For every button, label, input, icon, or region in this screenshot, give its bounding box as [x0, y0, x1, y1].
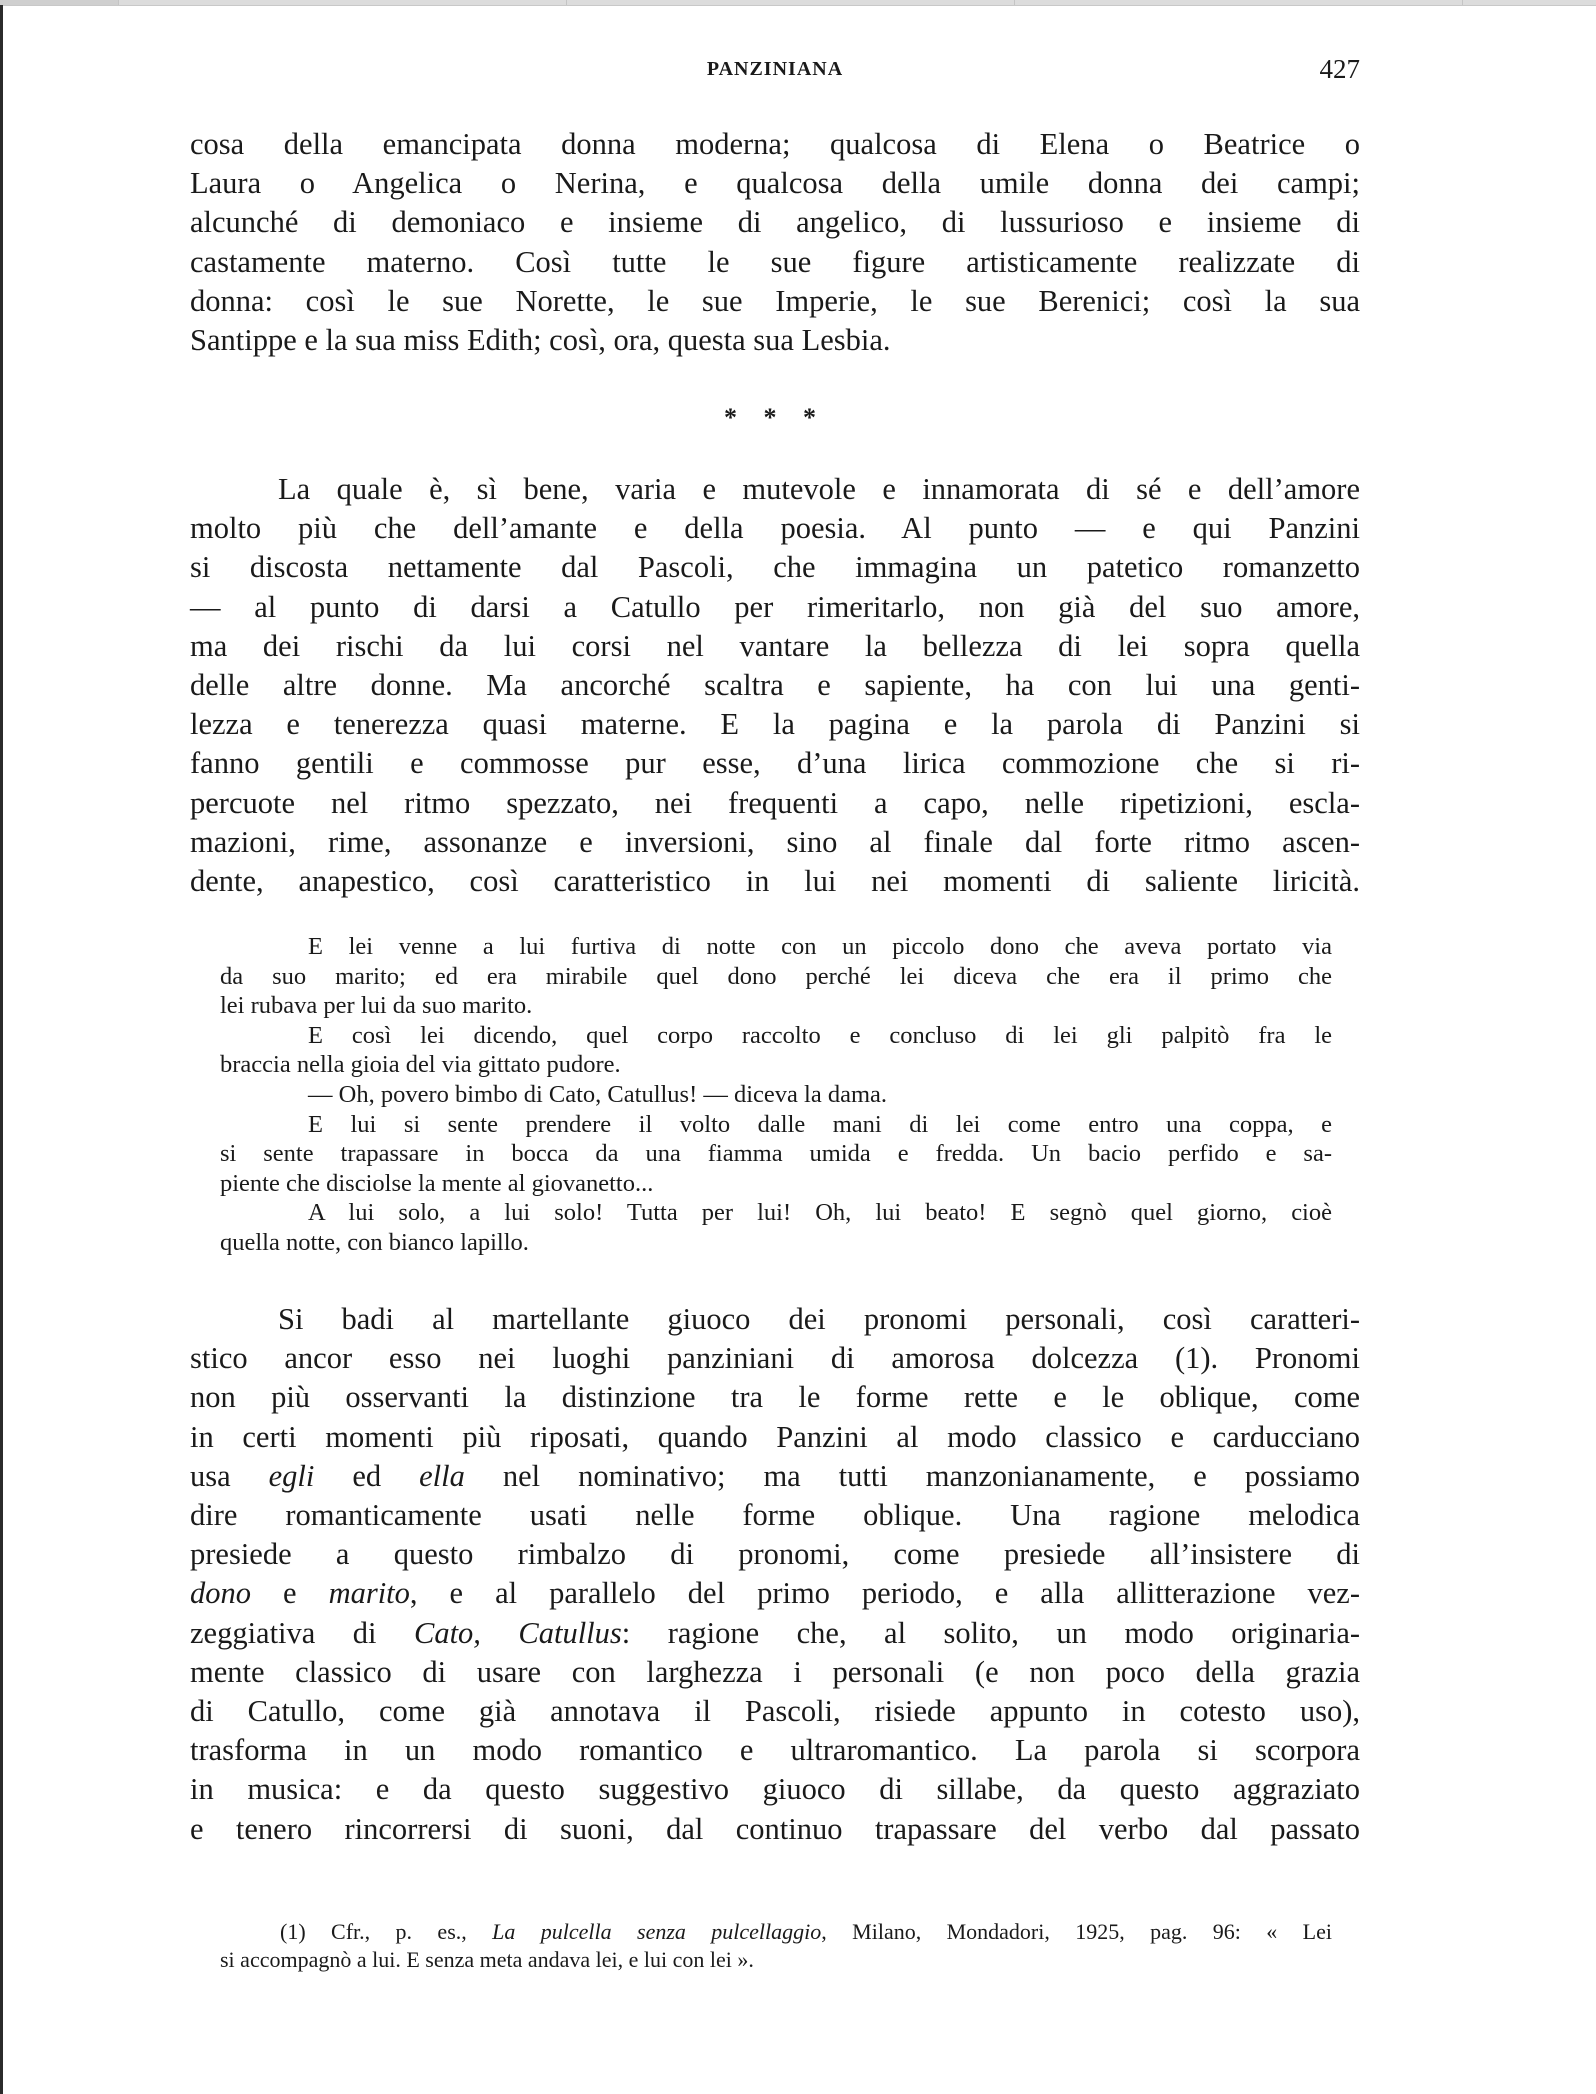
- quote-line: quella notte, con bianco lapillo.: [220, 1228, 529, 1256]
- text-line: stico ancor esso nei luoghi panziniani di amorosa dolcezza (1). Pronomi: [190, 1341, 1360, 1376]
- footnote-line: [220, 1918, 1332, 1946]
- footnote: [220, 1918, 1332, 1974]
- text-line: molto più che dell’amante e della poesia. Al punto — e qui Panzini: [190, 511, 1360, 546]
- text-line: Laura o Angelica o Nerina, e qualcosa della umile donna dei campi;: [190, 166, 1360, 201]
- text-line: delle altre donne. Ma ancorché scaltra e sapiente, ha con lui una genti-: [190, 668, 1360, 703]
- quote-line: si sente trapassare in bocca da una fiamma umida e fredda. Un bacio perfido e sa-: [220, 1140, 1332, 1168]
- text-line: lezza e tenerezza quasi materne. E la pagina e la parola di Panzini si: [190, 707, 1360, 742]
- tab-strip-segment[interactable]: [1015, 0, 1463, 5]
- text-line: [190, 1457, 1360, 1496]
- text-line: cosa della emancipata donna moderna; qualcosa di Elena o Beatrice o: [190, 127, 1360, 161]
- italic-term: egli: [268, 1458, 315, 1493]
- quote-line: da suo marito; ed era mirabile quel dono perché lei diceva che era il primo che: [220, 962, 1332, 990]
- text-run: usa: [190, 1458, 269, 1493]
- text-line: alcunché di demoniaco e insieme di angelico, di lussurioso e insieme di: [190, 205, 1360, 240]
- quote-line: E così lei dicendo, quel corpo raccolto e concluso di lei gli palpitò fra le: [308, 1021, 1332, 1049]
- footnote-marker-text: (1) Cfr., p. es.,: [280, 1919, 493, 1944]
- text-line: in certi momenti più riposati, quando Panzini al modo classico e carducciano: [190, 1419, 1360, 1454]
- italic-term: Cato, Catullus: [413, 1615, 622, 1650]
- text-line: dire romanticamente usati nelle forme oblique. Una ragione melodica: [190, 1498, 1360, 1533]
- window-left-edge: [0, 5, 3, 2094]
- page-number: 427: [1319, 54, 1360, 84]
- text-line: donna: così le sue Norette, le sue Imperie, le sue Berenici; così la sua: [190, 283, 1360, 318]
- text-line: trasforma in un modo romantico e ultraromantico. La parola si scorpora: [190, 1733, 1360, 1768]
- quote-line: A lui solo, a lui solo! Tutta per lui! Oh, lui beato! E segnò quel giorno, cioè: [308, 1199, 1332, 1227]
- quote-line: braccia nella gioia del via gittato pudore.: [220, 1051, 621, 1079]
- cited-title: La pulcella senza pulcellaggio: [492, 1919, 822, 1944]
- text-line: mente classico di usare con larghezza i personali (e non poco della grazia: [190, 1654, 1360, 1689]
- text-run: nel nominativo; ma tutti manzonianamente, e possiamo: [464, 1458, 1360, 1493]
- text-line: — al punto di darsi a Catullo per rimeritarlo, non già del suo amore,: [190, 589, 1360, 624]
- paragraph: [190, 470, 1360, 901]
- quote-line: E lei venne a lui furtiva di notte con un piccolo dono che aveva portato via: [308, 933, 1332, 960]
- italic-term: dono: [190, 1576, 251, 1611]
- text-line: ma dei rischi da lui corsi nel vantare la bellezza di lei sopra quella: [190, 628, 1360, 663]
- text-line: presiede a questo rimbalzo di pronomi, come presiede all’insistere di: [190, 1537, 1360, 1572]
- quote-line: — Oh, povero bimbo di Cato, Catullus! — diceva la dama.: [308, 1080, 888, 1108]
- text-line: in musica: e da questo suggestivo giuoco di sillabe, da questo aggraziato: [190, 1772, 1360, 1807]
- running-head: [190, 56, 1360, 86]
- text-line: La quale è, sì bene, varia e mutevole e innamorata di sé e dell’amore: [278, 472, 1360, 506]
- tab-strip-segment[interactable]: [119, 0, 567, 5]
- text-line: non più osservanti la distinzione tra le forme rette e le oblique, come: [190, 1380, 1360, 1415]
- text-line: Si badi al martellante giuoco dei pronomi personali, così caratteri-: [278, 1302, 1360, 1336]
- text-line: [190, 1614, 1360, 1653]
- text-line: castamente materno. Così tutte le sue figure artisticamente realizzate di: [190, 244, 1360, 279]
- block-quotation: [220, 932, 1332, 1258]
- quote-line: piente che disciolse la mente al giovanetto...: [220, 1169, 654, 1197]
- text-run: e: [251, 1576, 329, 1611]
- italic-term: ella: [419, 1458, 465, 1493]
- footnote-text: , Milano, Mondadori, 1925, pag. 96: « Lei: [821, 1919, 1333, 1944]
- footnote-line: si accompagnò a lui. E senza meta andava lei, e lui con lei ».: [220, 1947, 754, 1972]
- italic-term: marito: [328, 1576, 410, 1611]
- text-run: , e al parallelo del primo periodo, e alla allitterazione vez-: [409, 1576, 1360, 1611]
- text-line: di Catullo, come già annotava il Pascoli, risiede appunto in cotesto uso),: [190, 1694, 1360, 1729]
- paragraph-continued: [190, 125, 1360, 360]
- text-run: : ragione che, al solito, un modo originaria-: [621, 1615, 1361, 1650]
- quote-line: lei rubava per lui da suo marito.: [220, 992, 533, 1020]
- text-line: e tenero rincorrersi di suoni, dal continuo trapassare del verbo dal passato: [190, 1811, 1360, 1846]
- text-run: zeggiativa di: [190, 1615, 414, 1650]
- text-run: ed: [314, 1458, 420, 1493]
- quote-line: E lui si sente prendere il volto dalle mani di lei come entro una coppa, e: [308, 1110, 1332, 1138]
- text-line: si discosta nettamente dal Pascoli, che immagina un patetico romanzetto: [190, 550, 1360, 585]
- text-line: fanno gentili e commosse pur esse, d’una lirica commozione che si ri-: [190, 746, 1360, 781]
- text-line: percuote nel ritmo spezzato, nei frequenti a capo, nelle ripetizioni, escla-: [190, 785, 1360, 820]
- paragraph: [190, 1300, 1360, 1849]
- tab-strip-segment[interactable]: [567, 0, 1015, 5]
- top-tab-strip: [0, 0, 1596, 6]
- text-line: [190, 1574, 1360, 1613]
- text-line: mazioni, rime, assonanze e inversioni, sino al finale dal forte ritmo ascen-: [190, 824, 1360, 859]
- tab-strip-segment[interactable]: [0, 0, 119, 5]
- section-separator-asterisks: * * *: [724, 403, 826, 432]
- running-title: PANZINIANA: [706, 58, 844, 80]
- text-line: dente, anapestico, così caratteristico in lui nei momenti di saliente liricità.: [190, 864, 1360, 899]
- text-line: Santippe e la sua miss Edith; così, ora, questa sua Lesbia.: [190, 323, 891, 358]
